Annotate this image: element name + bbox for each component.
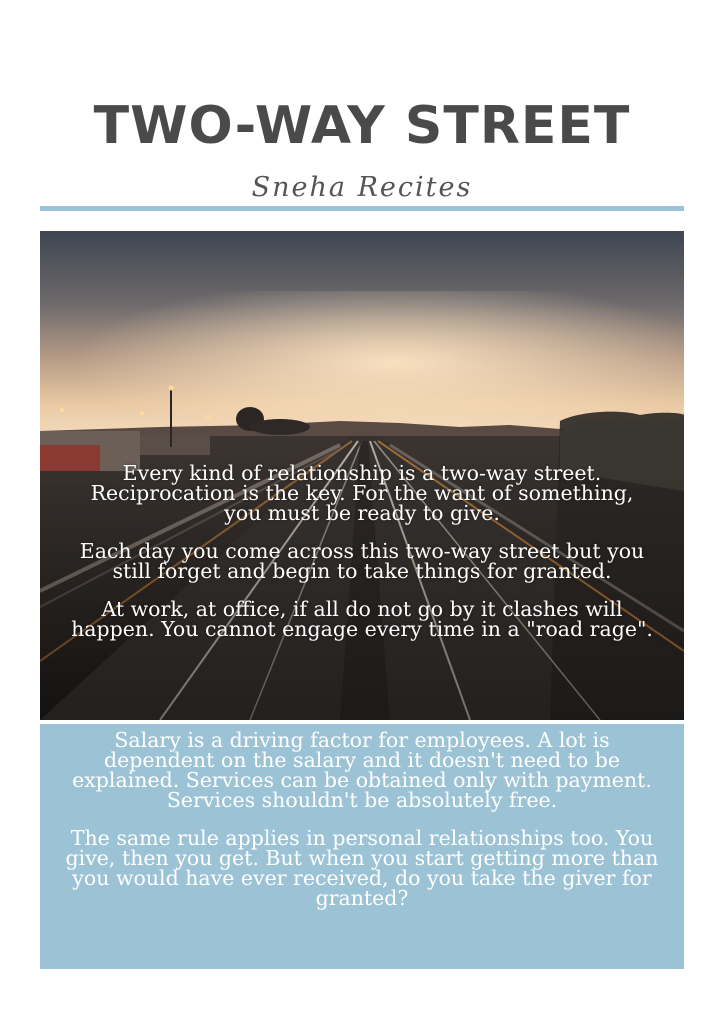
- highway-photo: [40, 231, 684, 720]
- panel-paragraph: Salary is a driving factor for employees. A lot is dependent on the salary and it doesn't need to be explained. Services can be obtained only with payment. Services shouldn't be absolutely free.: [72, 728, 652, 812]
- panel-text: [60, 730, 664, 926]
- blue-text-panel: [40, 724, 684, 969]
- author-byline: Sneha Recites: [251, 172, 473, 203]
- divider-rule: [40, 206, 684, 211]
- panel-paragraph: The same rule applies in personal relationships too. You give, then you get. But when you start getting more than you would have ever received, do you take the giver for granted?: [65, 826, 659, 910]
- photo-paragraph: Every kind of relationship is a two-way street. Reciprocation is the key. For the want of something, you must be ready to give.: [90, 461, 634, 525]
- photo-paragraph: Each day you come across this two-way street but you still forget and begin to take things for granted.: [79, 539, 645, 583]
- photo-paragraph: At work, at office, if all do not go by it clashes will happen. You cannot engage every time in a "road rage".: [71, 597, 653, 641]
- photo-overlay-text: [70, 463, 654, 657]
- page-title: TWO-WAY STREET: [93, 96, 631, 156]
